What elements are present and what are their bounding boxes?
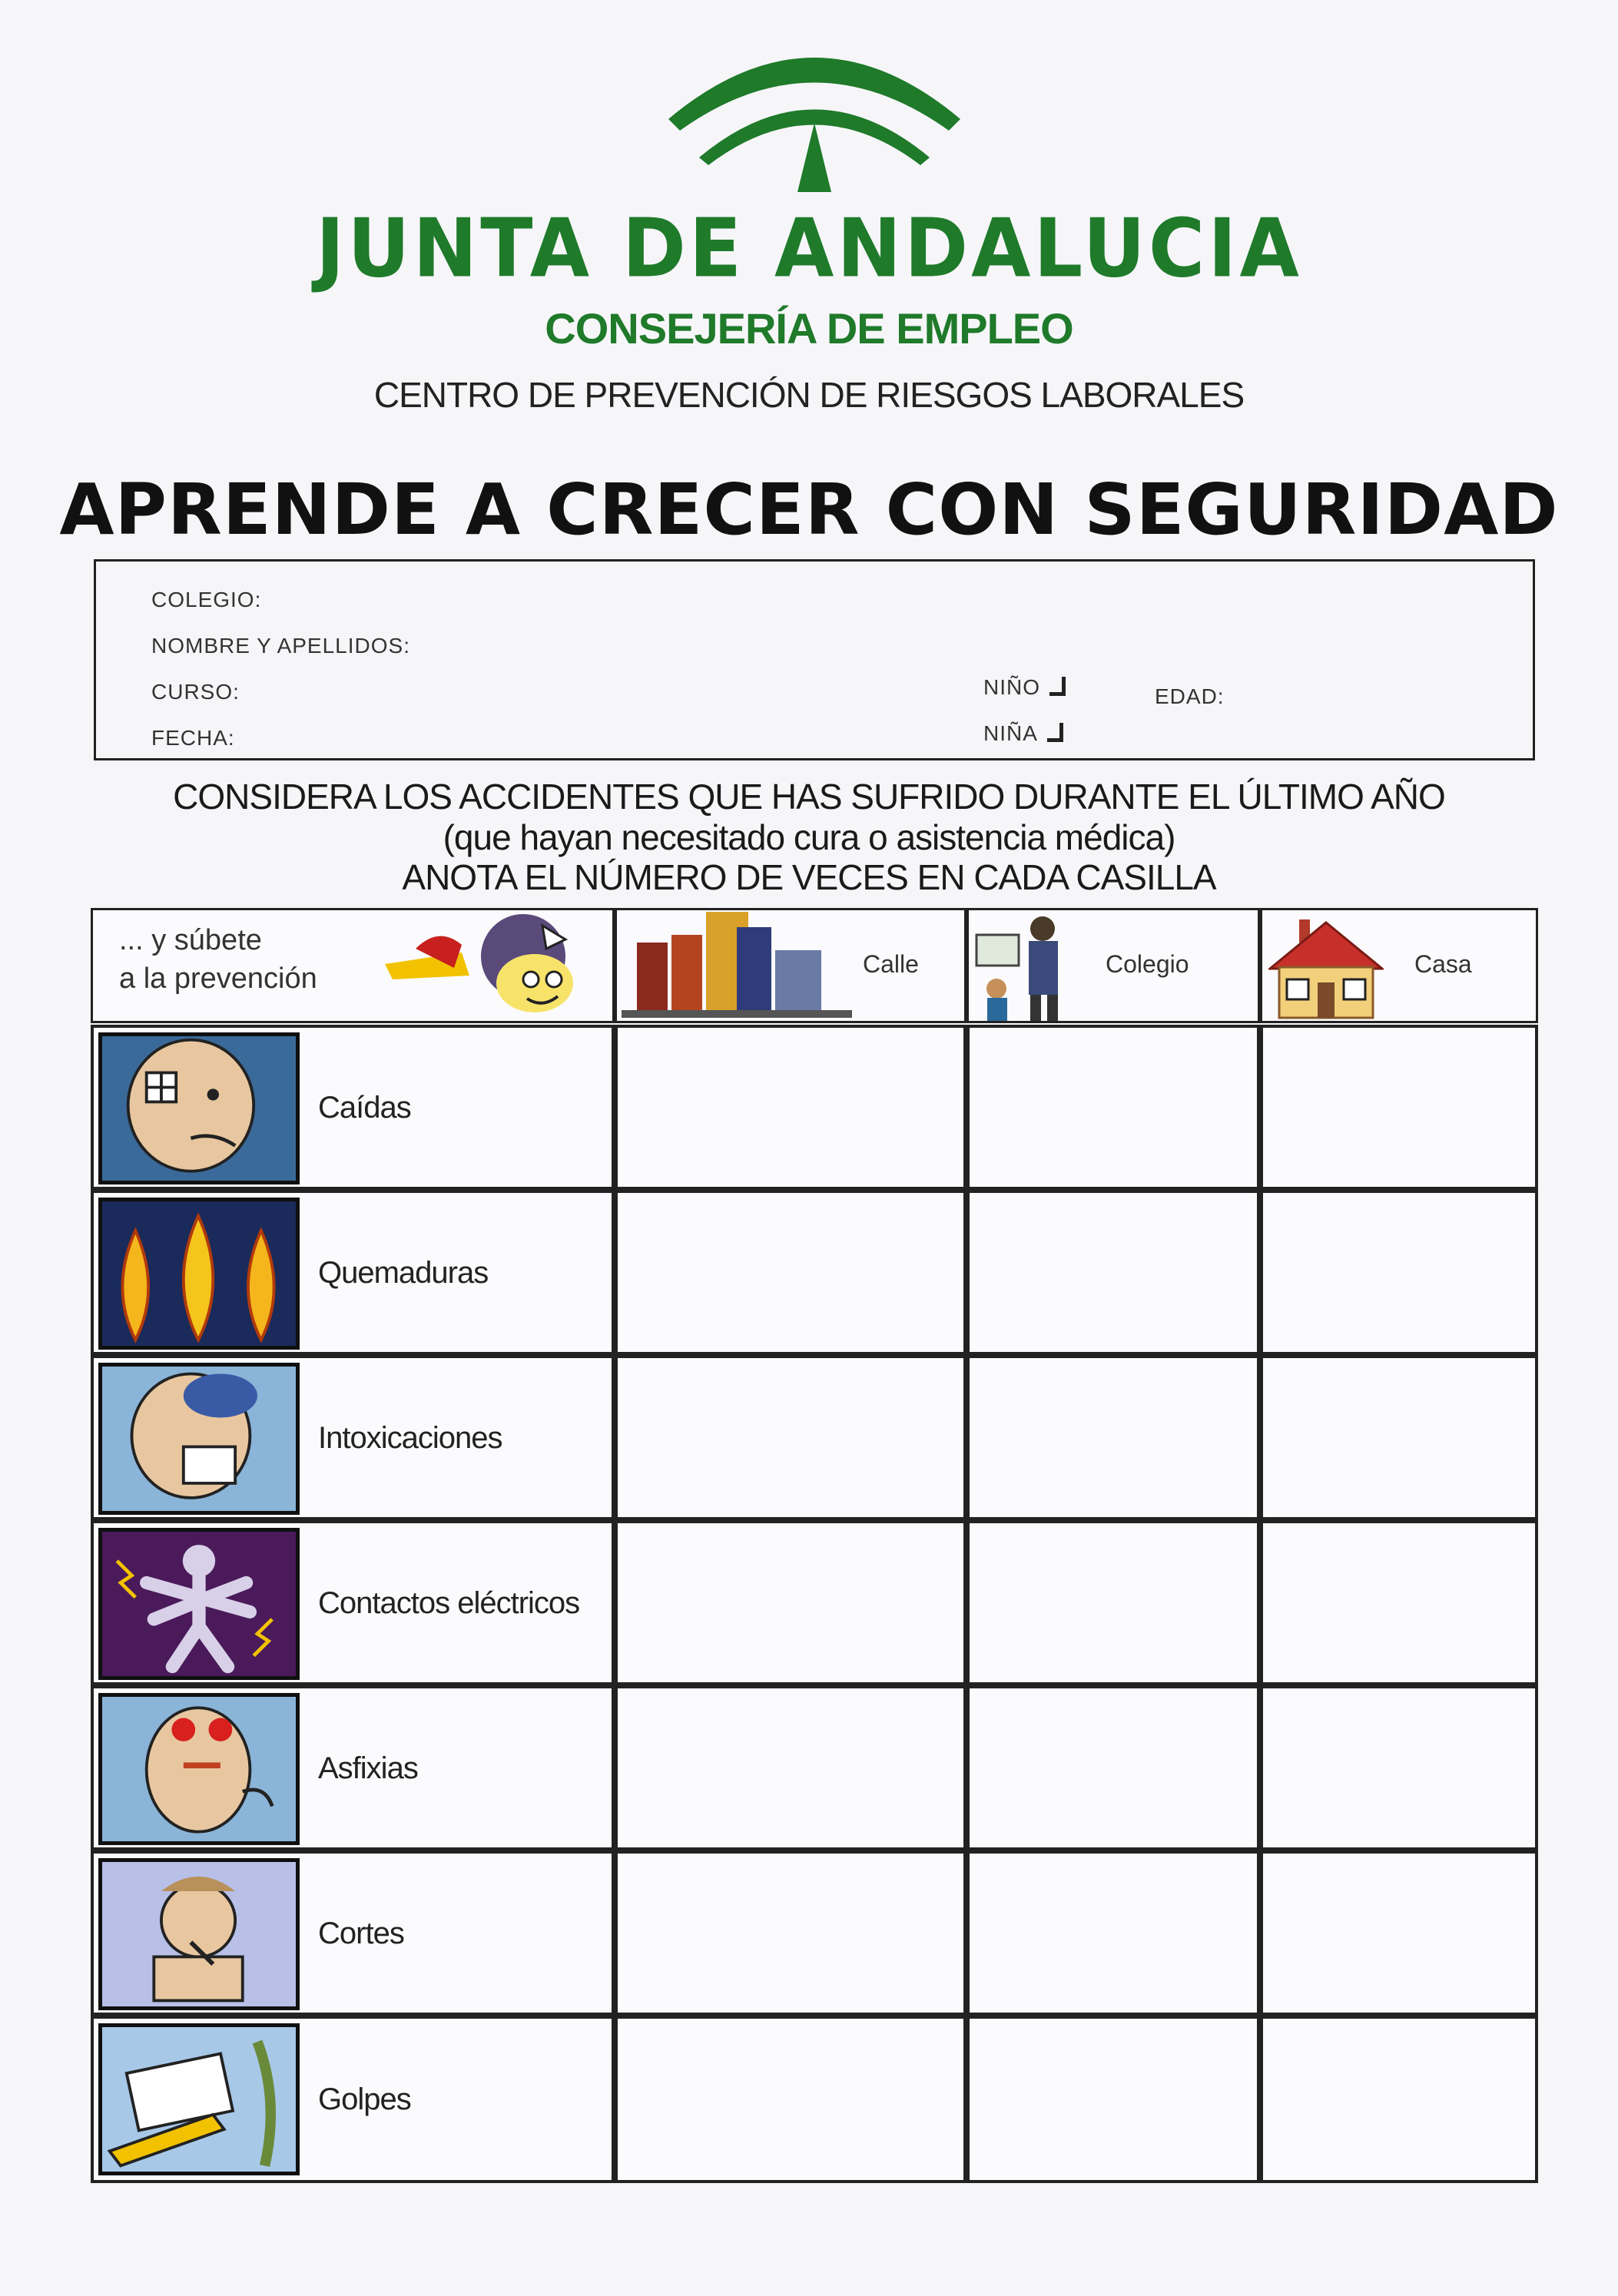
- column-header-casa: [1260, 908, 1538, 1023]
- count-cell-casa[interactable]: [1260, 1850, 1538, 2016]
- row-header-2: [91, 1355, 615, 1520]
- cut-icon: [98, 1858, 300, 2010]
- electric-shock-icon: [98, 1528, 300, 1680]
- row-label-text: Quemaduras: [318, 1256, 489, 1290]
- row-header-5: [91, 1850, 615, 2016]
- instruction-line-1: CONSIDERA LOS ACCIDENTES QUE HAS SUFRIDO DURANTE EL ÚLTIMO AÑO: [173, 777, 1445, 817]
- instruction-line-2: (que hayan necesitado cura o asistencia médica): [443, 817, 1175, 857]
- row-header-1: [91, 1190, 615, 1355]
- count-cell-calle[interactable]: [615, 1355, 966, 1520]
- count-cell-calle[interactable]: [615, 1685, 966, 1850]
- nino-checkbox[interactable]: [1049, 677, 1066, 696]
- count-cell-calle[interactable]: [615, 1520, 966, 1685]
- colegio-label: COLEGIO:: [151, 588, 262, 611]
- count-cell-colegio[interactable]: [966, 1850, 1260, 2016]
- count-cell-colegio[interactable]: [966, 1685, 1260, 1850]
- row-label-text: Caídas: [318, 1091, 411, 1125]
- count-cell-casa[interactable]: [1260, 2016, 1538, 2183]
- page-title: APRENDE A CRECER CON SEGURIDAD: [59, 469, 1559, 551]
- nino-option[interactable]: [983, 675, 1066, 700]
- fall-injury-icon: [98, 1032, 300, 1184]
- count-cell-casa[interactable]: [1260, 1355, 1538, 1520]
- flames-icon: [98, 1198, 300, 1350]
- choking-icon: [98, 1693, 300, 1845]
- row-label-text: Golpes: [318, 2082, 411, 2116]
- center-name: CENTRO DE PREVENCIÓN DE RIESGOS LABORALES: [373, 375, 1245, 415]
- count-cell-calle[interactable]: [615, 2016, 966, 2183]
- count-cell-calle[interactable]: [615, 1850, 966, 2016]
- house-icon: [1268, 915, 1384, 1021]
- row-label-text: Contactos eléctricos: [318, 1586, 580, 1620]
- corner-text-2: a la prevención: [119, 962, 317, 995]
- department-name: CONSEJERÍA DE EMPLEO: [545, 304, 1073, 353]
- row-header-0: [91, 1025, 615, 1190]
- count-cell-casa[interactable]: [1260, 1685, 1538, 1850]
- count-cell-colegio[interactable]: [966, 1025, 1260, 1190]
- row-label-text: Intoxicaciones: [318, 1421, 502, 1455]
- column-label-casa: Casa: [1414, 950, 1472, 978]
- accident-table: [91, 908, 1538, 2183]
- column-label-colegio: Colegio: [1106, 950, 1189, 978]
- junta-andalucia-logo-icon: [653, 27, 976, 200]
- fecha-label: FECHA:: [151, 726, 235, 750]
- poisoning-icon: [98, 1363, 300, 1515]
- row-header-6: [91, 2016, 615, 2183]
- nina-checkbox[interactable]: [1047, 723, 1063, 742]
- instruction-line-3: ANOTA EL NÚMERO DE VECES EN CADA CASILLA: [402, 857, 1216, 897]
- column-label-calle: Calle: [863, 950, 919, 978]
- curso-label: CURSO:: [151, 680, 240, 704]
- corner-text-1: ... y súbete: [119, 924, 262, 956]
- nombre-label: NOMBRE Y APELLIDOS:: [151, 634, 410, 658]
- org-name: JUNTA DE ANDALUCIA: [316, 201, 1302, 296]
- street-buildings-icon: [622, 912, 852, 1022]
- student-info-box: [94, 559, 1535, 760]
- nina-label: NIÑA: [983, 721, 1038, 745]
- mascot-superhero-icon: [370, 910, 615, 1025]
- column-header-colegio: [966, 908, 1260, 1023]
- bump-icon: [98, 2023, 300, 2175]
- count-cell-casa[interactable]: [1260, 1025, 1538, 1190]
- count-cell-colegio[interactable]: [966, 1355, 1260, 1520]
- row-label-text: Asfixias: [318, 1751, 418, 1785]
- row-header-4: [91, 1685, 615, 1850]
- nina-option[interactable]: [983, 721, 1063, 746]
- row-header-3: [91, 1520, 615, 1685]
- count-cell-colegio[interactable]: [966, 1520, 1260, 1685]
- school-teacher-icon: [973, 912, 1073, 1022]
- count-cell-calle[interactable]: [615, 1190, 966, 1355]
- count-cell-colegio[interactable]: [966, 1190, 1260, 1355]
- edad-label: EDAD:: [1155, 684, 1225, 708]
- corner-header: [91, 908, 615, 1023]
- count-cell-calle[interactable]: [615, 1025, 966, 1190]
- count-cell-casa[interactable]: [1260, 1190, 1538, 1355]
- row-label-text: Cortes: [318, 1917, 404, 1950]
- column-header-calle: [615, 908, 966, 1023]
- count-cell-casa[interactable]: [1260, 1520, 1538, 1685]
- count-cell-colegio[interactable]: [966, 2016, 1260, 2183]
- nino-label: NIÑO: [983, 675, 1040, 699]
